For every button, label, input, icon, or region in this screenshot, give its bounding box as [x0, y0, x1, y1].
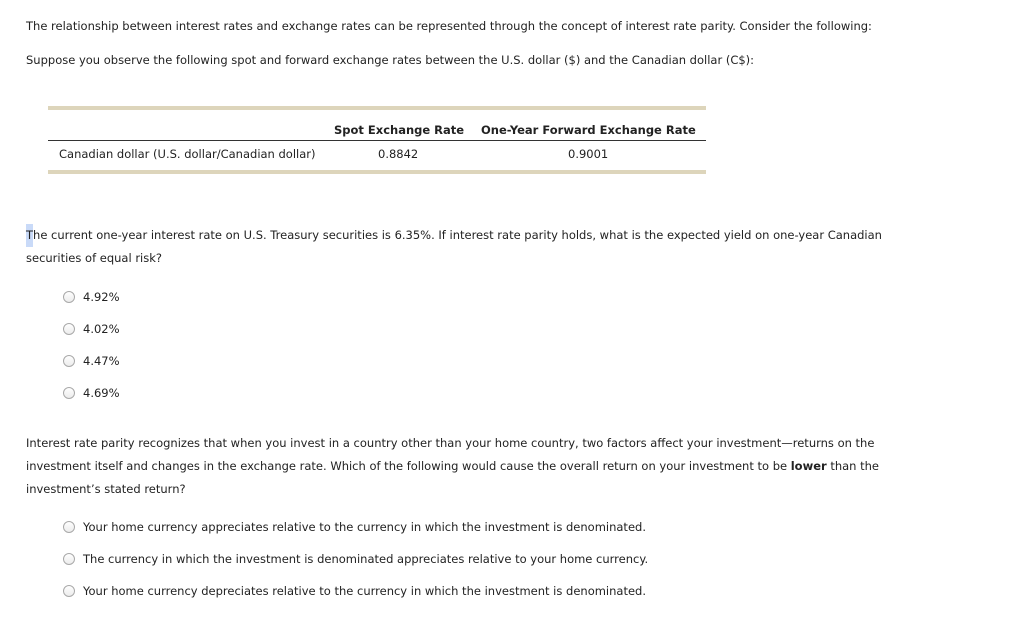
intro-line-2: Suppose you observe the following spot and forward exchange rates between the U.S. dollar ($) and the Canadian dollar (C$): — [26, 53, 755, 67]
intro-line-1: The relationship between interest rates and exchange rates can be represented through the concept of interest rate parity. Consider the following: — [26, 19, 872, 33]
question-2-text — [26, 432, 906, 501]
q1-option-2[interactable] — [63, 321, 120, 337]
radio-button[interactable] — [63, 553, 75, 565]
radio-button[interactable] — [63, 521, 75, 533]
radio-button[interactable] — [63, 323, 75, 335]
q2-option-1-label: Your home currency appreciates relative to the currency in which the investment is denominated. — [83, 520, 646, 534]
q1-option-3[interactable] — [63, 353, 120, 369]
exchange-rate-table — [48, 106, 706, 174]
cell-forward-rate: 0.9001 — [568, 147, 609, 161]
question-2-emphasis: lower — [790, 459, 827, 473]
cell-spot-rate: 0.8842 — [378, 147, 419, 161]
text-cursor-highlight: T — [26, 224, 33, 247]
header-forward-rate: One-Year Forward Exchange Rate — [481, 123, 696, 137]
q2-option-1[interactable] — [63, 519, 646, 535]
q2-option-2-label: The currency in which the investment is denominated appreciates relative to your home currency. — [83, 552, 649, 566]
header-spot-rate: Spot Exchange Rate — [334, 123, 465, 137]
q1-option-2-label: 4.02% — [83, 322, 120, 336]
q1-option-4-label: 4.69% — [83, 386, 120, 400]
q2-option-2[interactable] — [63, 551, 648, 567]
q1-option-3-label: 4.47% — [83, 354, 120, 368]
q1-option-4[interactable] — [63, 385, 120, 401]
question-1-body: he current one-year interest rate on U.S. Treasury securities is 6.35%. If interest rate parity holds, what is the expected yield on one-year Canadian securities of equal risk? — [26, 228, 882, 265]
q1-option-1[interactable] — [63, 289, 120, 305]
q2-option-3[interactable] — [63, 583, 646, 599]
question-2-body-end: than the investment’s stated return? — [26, 459, 879, 496]
question-1-text — [26, 224, 906, 270]
radio-button[interactable] — [63, 355, 75, 367]
row-label-canadian-dollar: Canadian dollar (U.S. dollar/Canadian dollar) — [59, 147, 316, 161]
q2-option-3-label: Your home currency depreciates relative to the currency in which the investment is denominated. — [83, 584, 647, 598]
radio-button[interactable] — [63, 387, 75, 399]
q1-option-1-label: 4.92% — [83, 290, 120, 304]
table-divider — [48, 140, 706, 141]
radio-button[interactable] — [63, 291, 75, 303]
radio-button[interactable] — [63, 585, 75, 597]
question-2-body-start: Interest rate parity recognizes that when you invest in a country other than your home country, two factors affect your investment—returns on the investment itself and changes in the exchange rate. Which of the following would cause the overall return on your investment to be — [26, 436, 875, 473]
